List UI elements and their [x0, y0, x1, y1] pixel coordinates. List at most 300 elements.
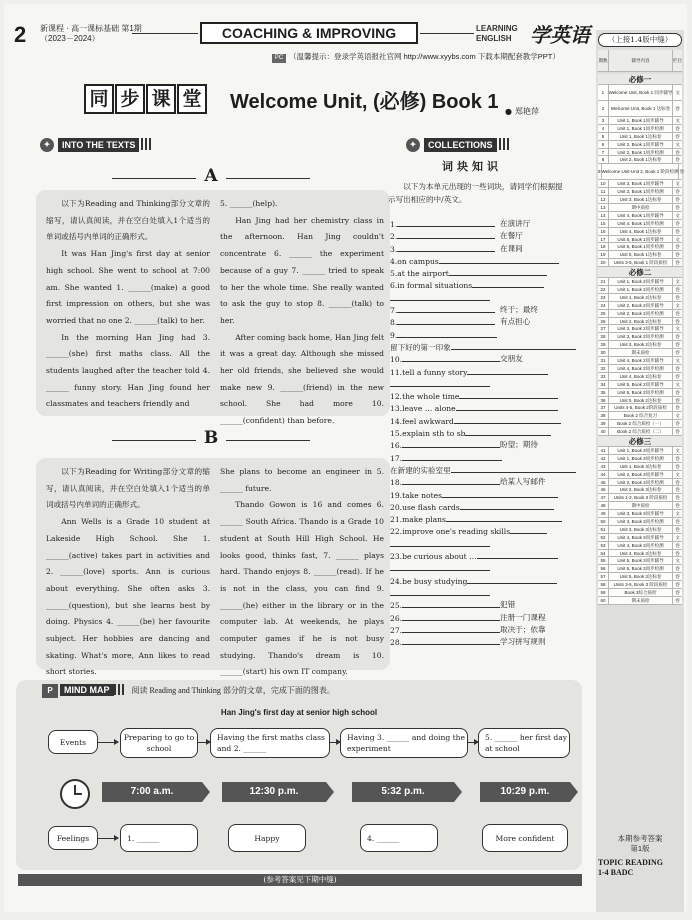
row-number: 1: [598, 85, 609, 100]
row-column: 卷: [675, 582, 680, 588]
row-number: 14: [598, 212, 609, 219]
row-column: 文: [675, 141, 680, 147]
answers-text-block: [596, 858, 684, 878]
phrase-item: [390, 415, 568, 427]
header-rule-right: [420, 33, 474, 34]
sidebar-row: [598, 325, 682, 333]
phrase-number: 13.: [390, 404, 403, 414]
row-content: Unit 1, Book 2同步辅导: [609, 278, 673, 285]
row-content: Unit 5, Book 1同步检测: [609, 243, 673, 250]
row-column: 卷: [675, 574, 680, 580]
phrase-number: 24.: [390, 576, 403, 586]
phrase-number: 21.: [390, 515, 403, 525]
row-column: 卷: [679, 169, 684, 175]
paragraph: After coming back home, Han Jing felt it was a great day. Although she missed her old friends, she believed she would make new 9. ______(friend) in the new school. She had more 10. ______(confident) than before.: [220, 332, 384, 426]
row-number: 30: [598, 349, 609, 356]
arrow: [330, 742, 340, 743]
feeling-box: 4. ______: [360, 824, 438, 852]
answer-blank[interactable]: [439, 255, 559, 264]
header-rule-left: [132, 33, 198, 34]
part-a-rule-left: [112, 178, 196, 179]
row-column: 卷: [675, 294, 680, 300]
row-number: 51: [598, 526, 609, 533]
brand-en-line-1: LEARNING: [476, 24, 518, 33]
row-column: 文: [675, 358, 680, 364]
phrase-number: 22.: [390, 527, 403, 537]
phrase-number: 5.: [390, 269, 398, 279]
event-box: Preparing to go to school: [120, 728, 198, 758]
answer-blank[interactable]: [456, 402, 559, 411]
answer-blank[interactable]: [402, 599, 500, 608]
answer-blank[interactable]: [402, 439, 500, 448]
row-number: 6: [598, 141, 609, 148]
issue-line-2: （2023－2024）: [40, 34, 100, 43]
paragraph: 以下为Reading and Thinking部分文章的缩写，请认真阅读，并在空白处填入1个适当的单词或括号内单词的正确形式。: [46, 199, 210, 242]
sidebar-row: [598, 428, 682, 436]
event-box: Having 3. ______ and doing the experiment: [340, 728, 468, 758]
row-number: 32: [598, 365, 609, 372]
feeling-box: More confident: [482, 824, 568, 852]
phrase-en: use flash cards: [402, 502, 460, 512]
phrase-zh: 给某人写邮件: [500, 477, 546, 487]
sidebar-row: [598, 573, 682, 581]
row-content: Unit 2, Book 3达标卷: [609, 486, 673, 493]
row-content: Unit 1, Book 3同步辅导: [609, 447, 673, 454]
row-column: 卷: [675, 149, 680, 155]
row-number: 60: [598, 597, 609, 604]
issue-info: [40, 24, 142, 44]
sidebar-row: [598, 373, 682, 381]
answer-blank[interactable]: [451, 464, 576, 473]
phrase-item: [390, 501, 568, 513]
sidebar-row: [598, 502, 682, 510]
row-content: Unit 2, Book 2同步辅导: [609, 302, 673, 309]
answer-blank[interactable]: [442, 489, 558, 498]
row-column: 卷: [675, 421, 680, 427]
brand-en-line-2: ENGLISH: [476, 34, 512, 43]
phrase-item: [390, 489, 568, 501]
answer-blank[interactable]: [402, 452, 502, 461]
phrase-number: 23.: [390, 552, 403, 562]
row-number: 29: [598, 341, 609, 348]
row-number: 34: [598, 381, 609, 388]
answer-blank[interactable]: [402, 612, 500, 621]
sidebar-group-title: 必修一: [598, 74, 682, 85]
into-texts-label: INTO THE TEXTS: [58, 138, 139, 152]
sidebar-row: [598, 471, 682, 479]
row-column: 卷: [675, 260, 680, 266]
phrase-zh: 终于；最终: [500, 305, 538, 315]
row-column: 卷: [675, 550, 680, 556]
answer-blank[interactable]: [467, 575, 557, 584]
header-content: 辅导内容: [609, 50, 673, 71]
phrase-number: 2.: [390, 232, 398, 242]
row-number: 27: [598, 325, 609, 332]
row-number: 55: [598, 557, 609, 564]
phrase-item: [390, 439, 568, 451]
sidebar-row: [598, 341, 682, 349]
phrase-number: 12.: [390, 392, 403, 402]
row-number: 45: [598, 479, 609, 486]
answer-blank[interactable]: [465, 427, 550, 436]
phrase-en: the whole time: [402, 392, 460, 402]
sidebar-row: [598, 357, 682, 365]
row-number: 31: [598, 357, 609, 364]
row-column: 卷: [675, 405, 680, 411]
phrase-number: 26.: [390, 613, 403, 623]
row-number: 35: [598, 389, 609, 396]
row-content: Unit 1, Book 2达标卷: [609, 294, 673, 301]
title-char: 堂: [177, 84, 207, 114]
paragraph: Han Jing had her chemistry class in the afternoon. Han Jing couldn't concentrate 6. ______ the experiment because of a guy 7. ______ tried to speak to her the whole time. She really wanted to ask the guy to stop 8. ______(talk) to her.: [220, 215, 384, 325]
row-content: Unit 5, Book 2同步检测: [609, 389, 673, 396]
lesson-title: [84, 84, 499, 116]
row-content: Book 2 综合复习: [609, 412, 673, 419]
row-content: Unit 3, Book 1同步检测: [609, 188, 673, 195]
row-column: 卷: [675, 518, 680, 524]
sidebar-row: [598, 294, 682, 302]
phrase-zh: 盼望；期待: [500, 440, 538, 450]
row-column: 文: [675, 511, 680, 517]
answer-blank[interactable]: [472, 279, 544, 288]
sidebar-row: [598, 463, 682, 471]
row-content: Units 1-2, Book 3 阶段质检: [609, 494, 673, 501]
row-number: 7: [598, 149, 609, 156]
event-box: 5. ______ her first day at school: [478, 728, 570, 758]
answer-blank[interactable]: [451, 341, 576, 350]
row-column: 卷: [675, 455, 680, 461]
phrase-number: 16.: [390, 441, 403, 451]
time-bar: 10:29 p.m.: [480, 782, 570, 802]
phrase-en: 在新建的实验室里: [390, 465, 451, 475]
phrase-item: [390, 599, 568, 611]
answer-blank[interactable]: [397, 218, 495, 227]
row-content: Unit 3, Book 2达标卷: [609, 341, 673, 348]
sidebar-row: [598, 581, 682, 589]
row-content: Unit 3, Book 3同步辅导: [609, 510, 673, 517]
phrase-item: [390, 230, 568, 242]
phrase-zh: 在演讲厅: [500, 219, 531, 228]
collections-intro: 以下为本单元出现的一些词块，请同学们根据提示写出相应的中/英文。: [388, 182, 563, 204]
sidebar-row: [598, 365, 682, 373]
sidebar-group-title: 必修二: [598, 267, 682, 278]
paragraph: She plans to become an engineer in 5. ______ future.: [220, 467, 384, 493]
phrase-item: [390, 550, 568, 562]
sidebar-row: [598, 243, 682, 251]
row-number: 56: [598, 565, 609, 572]
phrase-number: 11.: [390, 367, 403, 377]
row-number: 44: [598, 471, 609, 478]
feeling-box: 1. ______: [120, 824, 198, 852]
sidebar-row: [598, 141, 682, 149]
sidebar-row: [598, 526, 682, 534]
answer-blank[interactable]: [390, 538, 490, 547]
arrow: [98, 838, 118, 839]
footer-note: (参考答案见下期中缝): [18, 874, 582, 886]
row-column: 卷: [675, 189, 680, 195]
download-tip: [272, 51, 560, 63]
phrase-en: at the airport: [397, 269, 449, 279]
sidebar-row: [598, 510, 682, 518]
row-number: 23: [598, 294, 609, 301]
row-number: 26: [598, 318, 609, 325]
row-number: 50: [598, 518, 609, 525]
phrase-en: be curious about …: [402, 552, 477, 562]
row-column: 卷: [675, 389, 680, 395]
row-content: 期中质检: [609, 204, 673, 211]
answer-blank[interactable]: [402, 353, 500, 362]
row-number: 49: [598, 510, 609, 517]
phrase-item: [390, 464, 568, 476]
row-number: 16: [598, 228, 609, 235]
row-content: Unit 3, Book 1同步辅导: [609, 180, 673, 187]
row-number: 43: [598, 463, 609, 470]
phrase-en: make plans: [402, 515, 446, 525]
phrase-item: [390, 562, 568, 574]
phrase-item: [390, 636, 568, 648]
row-number: 12: [598, 196, 609, 203]
row-number: 24: [598, 302, 609, 309]
answer-blank[interactable]: [390, 378, 490, 387]
answer-blank[interactable]: [477, 550, 558, 559]
row-number: 37: [598, 404, 609, 411]
answer-blank[interactable]: [397, 230, 495, 239]
row-number: 20: [598, 259, 609, 266]
row-number: 47: [598, 494, 609, 501]
row-column: 文: [675, 447, 680, 453]
row-column: 文: [675, 90, 680, 95]
row-content: Unit 2, Book 2同步检测: [609, 310, 673, 317]
sidebar-row: [598, 333, 682, 341]
sidebar-row: [598, 259, 682, 267]
phrase-item: [390, 218, 568, 230]
stripes-decoration: [141, 138, 153, 150]
answer-blank[interactable]: [460, 501, 554, 510]
sidebar-row: [598, 589, 682, 597]
phrase-item: [390, 341, 568, 353]
row-column: 卷: [675, 397, 680, 403]
phrase-en: on campus: [397, 256, 439, 266]
mind-map-instruction: 阅读 Reading and Thinking 部分的文章，完成下面的图表。: [131, 686, 335, 695]
row-content: Unit 4, Book 3同步辅导: [609, 534, 673, 541]
phrase-zh: 注册一门课程: [500, 612, 546, 622]
feeling-box: Happy: [228, 824, 306, 852]
answer-blank[interactable]: [397, 304, 495, 313]
row-content: Unit 4, Book 3同步检测: [609, 542, 673, 549]
row-column: 卷: [675, 106, 680, 111]
phrase-number: 15.: [390, 429, 403, 439]
row-content: Unit 4, Book 3达标卷: [609, 550, 673, 557]
row-column: 卷: [675, 365, 680, 371]
phrase-number: 9.: [390, 330, 398, 340]
event-box: Having the first maths class and 2. ______: [210, 728, 330, 758]
row-number: 57: [598, 573, 609, 580]
answers-section: TOPIC READING: [598, 858, 663, 867]
part-b-rule-right: [226, 440, 310, 441]
clock-icon: [60, 779, 90, 809]
row-column: 文: [675, 279, 680, 285]
row-number: 15: [598, 220, 609, 227]
row-content: Unit 3, Book 3同步检测: [609, 518, 673, 525]
phrase-item: [390, 525, 568, 537]
time-bar: 12:30 p.m.: [222, 782, 326, 802]
sidebar-row: [598, 412, 682, 420]
sidebar-row: [598, 228, 682, 236]
row-number: 8: [598, 156, 609, 163]
answer-blank[interactable]: [402, 624, 500, 633]
answer-blank[interactable]: [390, 562, 490, 571]
answer-blank[interactable]: [402, 476, 500, 485]
phrase-number: 10.: [390, 355, 403, 365]
row-column: 文: [675, 326, 680, 332]
answer-blank[interactable]: [402, 636, 500, 645]
row-content: Unit 4, Book 2同步检测: [609, 365, 673, 372]
ppt-icon: P: [42, 684, 58, 698]
phrase-zh: 犯错: [500, 600, 516, 610]
sidebar-table-header: [598, 50, 682, 72]
answer-blank[interactable]: [467, 366, 548, 375]
collections-label: COLLECTIONS: [424, 138, 497, 152]
phrase-item: [390, 513, 568, 525]
sidebar-row: [598, 534, 682, 542]
row-number: 41: [598, 447, 609, 454]
row-content: Unit 1, Book 1同步检测: [609, 125, 673, 132]
row-column: 文: [675, 302, 680, 308]
part-a-letter: A: [204, 166, 218, 186]
row-number: 10: [598, 180, 609, 187]
time-bar: 5:32 p.m.: [352, 782, 454, 802]
row-content: 期末质检: [609, 597, 673, 604]
row-content: Book 2 综合质检（二）: [609, 428, 673, 435]
row-column: 卷: [675, 133, 680, 139]
arrow: [198, 742, 210, 743]
row-number: 36: [598, 397, 609, 404]
row-number: 17: [598, 236, 609, 243]
phrase-en: be busy studying: [402, 576, 468, 586]
mind-map-label: MIND MAP: [60, 684, 114, 696]
collections-header: [406, 138, 511, 152]
row-number: 3: [598, 117, 609, 124]
row-column: 卷: [675, 373, 680, 379]
row-column: 卷: [675, 487, 680, 493]
phrase-item: [390, 353, 568, 365]
row-content: Unit 5, Book 2达标卷: [609, 397, 673, 404]
row-column: 卷: [675, 350, 680, 356]
answer-blank[interactable]: [446, 513, 562, 522]
sidebar-row: [598, 188, 682, 196]
issue-line-1: 新课程 · 高一课标基础 第1期: [40, 24, 142, 33]
row-column: 文: [675, 471, 680, 477]
sidebar-row: [598, 278, 682, 286]
phrase-item: [390, 538, 568, 550]
answer-blank[interactable]: [454, 415, 561, 424]
phrase-en: explain sth to sb: [402, 429, 466, 439]
answer-blank[interactable]: [397, 316, 495, 325]
answer-blank[interactable]: [390, 587, 490, 596]
row-number: 19: [598, 251, 609, 258]
title-char: 步: [115, 84, 145, 114]
row-content: Unit 4, Book 1达标卷: [609, 228, 673, 235]
row-column: 文: [675, 236, 680, 242]
row-column: 卷: [675, 197, 680, 203]
row-column: 文: [675, 181, 680, 187]
row-content: Welcome Unit, Book 1 达标卷: [609, 101, 673, 116]
phrase-en: leave … alone: [402, 404, 456, 414]
row-column: 卷: [675, 252, 680, 258]
phrase-zh: 取决于；依靠: [500, 624, 546, 634]
sidebar-row: [598, 397, 682, 405]
row-column: 卷: [675, 503, 680, 509]
row-content: Unit 5, Book 3同步检测: [609, 565, 673, 572]
row-number: 54: [598, 550, 609, 557]
phrase-item: [390, 304, 568, 316]
row-content: Unit 1, Book 3同步检测: [609, 455, 673, 462]
row-column: 卷: [675, 463, 680, 469]
row-number: 38: [598, 412, 609, 419]
answers-issue: 第1版: [630, 844, 650, 853]
phrase-number: 7.: [390, 306, 398, 316]
row-number: 48: [598, 502, 609, 509]
answer-blank[interactable]: [459, 390, 557, 399]
sidebar-row: [598, 125, 682, 133]
brand-english: [476, 24, 518, 44]
paragraph: In the morning Han Jing had 3. ______(she) first maths class. All the students laughed after the teacher told 4. ______ funny story. Han Jing found her classmates and teachers friendly and: [46, 332, 210, 409]
phrase-item: [390, 612, 568, 624]
header-issue: 期数: [598, 50, 609, 71]
row-content: Unit 5, Book 2同步辅导: [609, 381, 673, 388]
row-column: 卷: [675, 220, 680, 226]
row-number: 22: [598, 286, 609, 293]
answer-blank[interactable]: [397, 243, 495, 252]
row-number: 28: [598, 333, 609, 340]
phrase-item: [390, 366, 568, 378]
phrase-item: [390, 452, 568, 464]
row-column: 卷: [675, 287, 680, 293]
answer-blank[interactable]: [510, 525, 547, 534]
row-content: Welcome Unit-Unit 2, Book 1 阶段检测: [602, 164, 680, 179]
row-column: 卷: [675, 342, 680, 348]
row-column: 卷: [675, 244, 680, 250]
answer-blank[interactable]: [449, 267, 547, 276]
row-content: Units 3-5, Book 3 阶段质检: [609, 581, 673, 588]
row-column: 文: [675, 212, 680, 218]
row-content: Units 3-5, Book 1 阶段质检: [609, 259, 673, 266]
row-content: Unit 5, Book 3同步辅导: [609, 557, 673, 564]
phrase-number: 28.: [390, 638, 403, 648]
row-content: Unit 4, Book 1同步检测: [609, 220, 673, 227]
row-content: Unit 5, Book 3达标卷: [609, 573, 673, 580]
row-content: Unit 3, Book 1达标卷: [609, 196, 673, 203]
row-column: 卷: [675, 589, 680, 595]
phrase-en: take notes: [402, 490, 443, 500]
phrase-number: 1.: [390, 220, 398, 229]
row-content: Unit 1, Book 1达标卷: [609, 133, 673, 140]
title-char: 课: [146, 84, 176, 114]
answer-blank[interactable]: [390, 292, 490, 301]
sidebar-row: [598, 220, 682, 228]
tip-text[interactable]: （温馨提示：登录学英语报社官网 http://www.xyybs.com 下载本期配套教学PPT）: [289, 52, 560, 61]
sidebar-row: [598, 349, 682, 357]
row-column: 文: [675, 413, 680, 419]
row-content: Unit 4, Book 2同步辅导: [609, 357, 673, 364]
answer-blank[interactable]: [397, 329, 497, 338]
header-column: 栏目: [673, 58, 682, 63]
row-content: Unit 1, Book 3达标卷: [609, 463, 673, 470]
mind-map-subtitle: Han Jing's first day at senior high school: [220, 708, 378, 717]
row-number: 40: [598, 428, 609, 435]
part-b-letter: B: [203, 428, 219, 448]
sidebar-row: [598, 550, 682, 558]
